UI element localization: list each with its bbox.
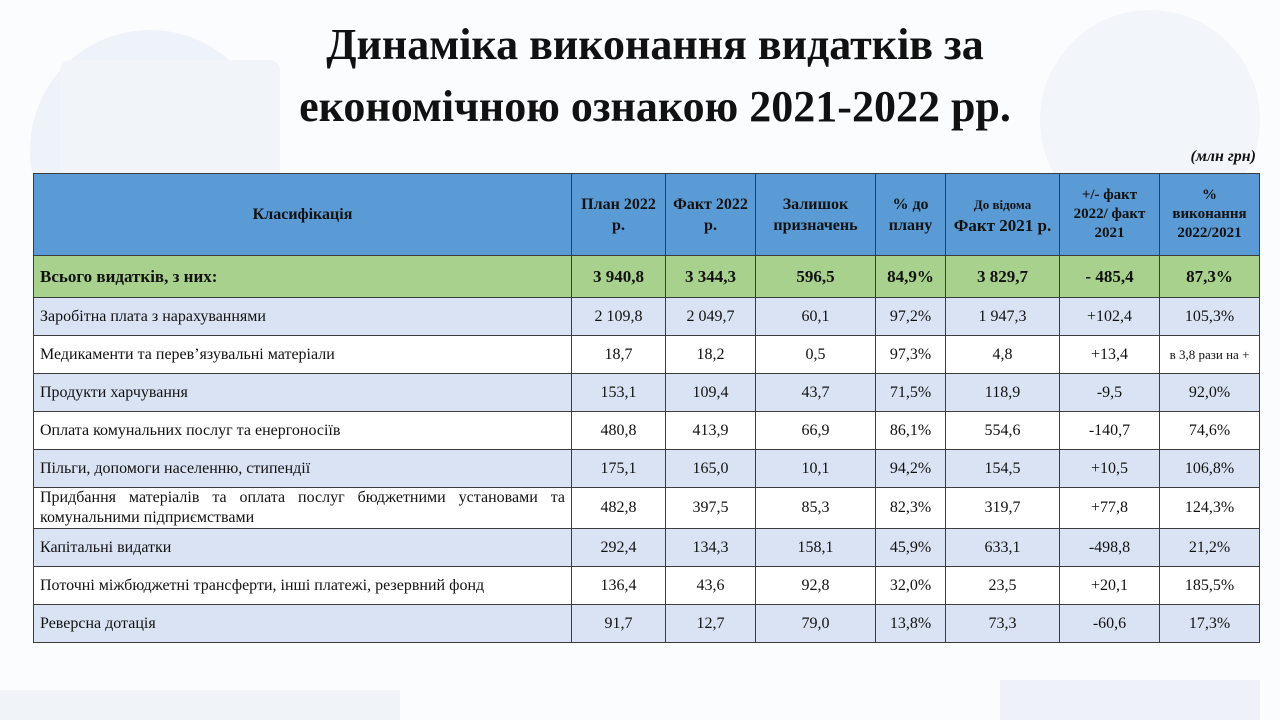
row-fact: 165,0 — [666, 450, 756, 488]
row-fact-2021: 1 947,3 — [946, 298, 1060, 336]
row-name: Поточні міжбюджетні трансферти, інші платежі, резервний фонд — [34, 567, 572, 605]
table-row — [34, 567, 1260, 605]
row-fact-2021: 633,1 — [946, 529, 1060, 567]
row-plan: 18,7 — [572, 336, 666, 374]
row-fact: 397,5 — [666, 488, 756, 529]
row-diff: -9,5 — [1060, 374, 1160, 412]
row-diff: -60,6 — [1060, 605, 1160, 643]
row-pct-plan: 45,9% — [876, 529, 946, 567]
table-row — [34, 298, 1260, 336]
row-diff: -140,7 — [1060, 412, 1160, 450]
total-remainder: 596,5 — [756, 256, 876, 298]
header-ref-fact: Факт 2021 р. — [953, 215, 1052, 235]
row-name: Реверсна дотація — [34, 605, 572, 643]
title-line-2: економічною ознакою 2021-2022 рр. — [299, 82, 1011, 131]
row-remainder: 85,3 — [756, 488, 876, 529]
row-diff: +20,1 — [1060, 567, 1160, 605]
header-pct-exec — [1160, 174, 1260, 256]
row-diff: -498,8 — [1060, 529, 1160, 567]
header-plan: План 2022 р. — [572, 174, 666, 256]
row-diff: +13,4 — [1060, 336, 1160, 374]
row-plan: 480,8 — [572, 412, 666, 450]
header-ref-label: До відома — [973, 196, 1032, 212]
row-diff: +10,5 — [1060, 450, 1160, 488]
row-plan: 292,4 — [572, 529, 666, 567]
row-name: Заробітна плата з нарахуваннями — [34, 298, 572, 336]
table-row — [34, 450, 1260, 488]
row-pct-plan: 97,3% — [876, 336, 946, 374]
row-name: Придбання матеріалів та оплата послуг бюджетними установами та комунальними підприємствами — [34, 488, 572, 529]
row-diff: +77,8 — [1060, 488, 1160, 529]
row-pct-plan: 71,5% — [876, 374, 946, 412]
total-fact: 3 344,3 — [666, 256, 756, 298]
table-row-total — [34, 256, 1260, 298]
row-remainder: 66,9 — [756, 412, 876, 450]
units-label: (млн грн) — [1190, 148, 1256, 165]
row-pct-exec: 106,8% — [1160, 450, 1260, 488]
row-pct-plan: 82,3% — [876, 488, 946, 529]
header-pct-exec-symbol: % — [1202, 187, 1217, 203]
header-classification: Класифікація — [34, 174, 572, 256]
row-fact: 18,2 — [666, 336, 756, 374]
table-row — [34, 605, 1260, 643]
row-plan: 2 109,8 — [572, 298, 666, 336]
row-pct-exec: 74,6% — [1160, 412, 1260, 450]
row-pct-plan: 13,8% — [876, 605, 946, 643]
row-fact-2021: 118,9 — [946, 374, 1060, 412]
row-plan: 153,1 — [572, 374, 666, 412]
row-pct-exec: 92,0% — [1160, 374, 1260, 412]
row-name: Медикаменти та перев’язувальні матеріали — [34, 336, 572, 374]
row-pct-exec: в 3,8 рази на + — [1160, 336, 1260, 374]
row-diff: +102,4 — [1060, 298, 1160, 336]
header-diff: +/- факт 2022/ факт 2021 — [1060, 174, 1160, 256]
row-pct-plan: 97,2% — [876, 298, 946, 336]
row-fact: 413,9 — [666, 412, 756, 450]
row-name: Оплата комунальних послуг та енергоносіїв — [34, 412, 572, 450]
row-plan: 175,1 — [572, 450, 666, 488]
row-fact: 2 049,7 — [666, 298, 756, 336]
page-title — [0, 14, 1280, 138]
row-fact-2021: 554,6 — [946, 412, 1060, 450]
total-diff: - 485,4 — [1060, 256, 1160, 298]
row-plan: 91,7 — [572, 605, 666, 643]
total-pct-plan: 84,9% — [876, 256, 946, 298]
row-remainder: 92,8 — [756, 567, 876, 605]
row-pct-plan: 86,1% — [876, 412, 946, 450]
row-pct-plan: 32,0% — [876, 567, 946, 605]
row-fact-2021: 73,3 — [946, 605, 1060, 643]
row-pct-exec: 21,2% — [1160, 529, 1260, 567]
row-fact: 12,7 — [666, 605, 756, 643]
table-row — [34, 529, 1260, 567]
total-plan: 3 940,8 — [572, 256, 666, 298]
expenditure-table — [33, 173, 1260, 643]
row-fact-2021: 4,8 — [946, 336, 1060, 374]
header-fact: Факт 2022 р. — [666, 174, 756, 256]
row-pct-exec: 17,3% — [1160, 605, 1260, 643]
table-row — [34, 412, 1260, 450]
row-fact: 134,3 — [666, 529, 756, 567]
total-name: Всього видатків, з них: — [34, 256, 572, 298]
table-row — [34, 488, 1260, 529]
row-remainder: 79,0 — [756, 605, 876, 643]
row-fact-2021: 23,5 — [946, 567, 1060, 605]
total-pct-exec: 87,3% — [1160, 256, 1260, 298]
title-line-1: Динаміка виконання видатків за — [326, 20, 984, 69]
table-row — [34, 374, 1260, 412]
total-fact-2021: 3 829,7 — [946, 256, 1060, 298]
row-remainder: 0,5 — [756, 336, 876, 374]
row-remainder: 43,7 — [756, 374, 876, 412]
row-fact: 43,6 — [666, 567, 756, 605]
row-name: Капітальні видатки — [34, 529, 572, 567]
row-pct-exec: 105,3% — [1160, 298, 1260, 336]
header-fact-2021 — [946, 174, 1060, 256]
row-name: Продукти харчування — [34, 374, 572, 412]
row-plan: 482,8 — [572, 488, 666, 529]
header-pct-exec-text: виконання 2022/2021 — [1172, 206, 1247, 241]
row-pct-plan: 94,2% — [876, 450, 946, 488]
header-pct-plan: % до плану — [876, 174, 946, 256]
row-remainder: 158,1 — [756, 529, 876, 567]
row-name: Пільги, допомоги населенню, стипендії — [34, 450, 572, 488]
row-fact: 109,4 — [666, 374, 756, 412]
table-header-row — [34, 174, 1260, 256]
row-fact-2021: 154,5 — [946, 450, 1060, 488]
row-fact-2021: 319,7 — [946, 488, 1060, 529]
row-remainder: 60,1 — [756, 298, 876, 336]
row-pct-exec: 124,3% — [1160, 488, 1260, 529]
row-remainder: 10,1 — [756, 450, 876, 488]
row-plan: 136,4 — [572, 567, 666, 605]
table-row — [34, 336, 1260, 374]
header-remainder: Залишок призначень — [756, 174, 876, 256]
row-pct-exec: 185,5% — [1160, 567, 1260, 605]
